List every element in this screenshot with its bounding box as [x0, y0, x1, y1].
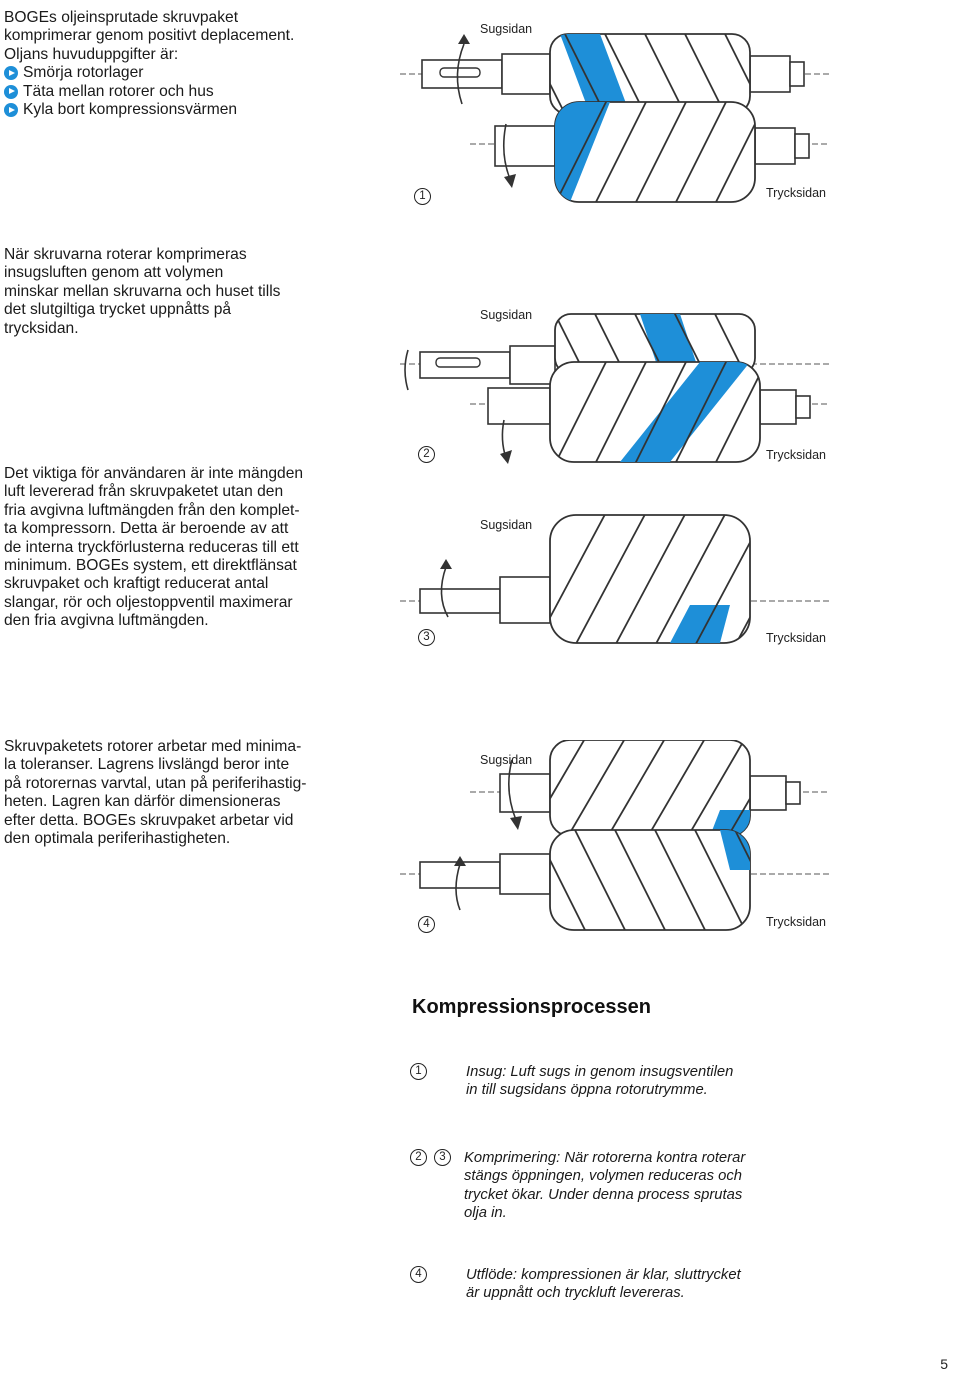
step-number-badge: 3 — [434, 1149, 451, 1166]
step-number-badge: 4 — [410, 1266, 427, 1283]
screw-rotor-figure-1 — [400, 14, 840, 214]
rotation-arrow-icon — [510, 816, 522, 830]
intro-line: BOGEs oljeinsprutade skruvpaket — [4, 9, 239, 26]
suction-side-label: Sugsidan — [480, 308, 533, 322]
rotation-arrow-icon — [454, 856, 466, 866]
page-number: 5 — [940, 1356, 948, 1372]
suction-side-label: Sugsidan — [480, 22, 533, 36]
figure-number-badge: 3 — [418, 629, 435, 646]
blue-arrow-bullet-icon — [4, 103, 18, 117]
suction-side-label: Sugsidan — [480, 518, 533, 532]
section-heading: Kompressionsprocessen — [412, 996, 651, 1018]
oil-tasks-list — [4, 64, 294, 119]
step-compression: Komprimering: När rotorerna kontra roterar stängs öppningen, volymen reduceras och trycket ökar. Under denna process sprutas olja in. — [464, 1150, 746, 1222]
paragraph-free-air-delivery: Det viktiga för användaren är inte mängden luft levererad från skruvpaketet utan den fria avgivna luftmängden från den komplet- ta kompressorn. Detta är beroende av att de interna tryckförlusterna reduceras till ett minimum. BOGEs system, ett direktflänsat skruvpaket och kraftigt reducerat antal slangar, rör och oljestoppventil maximerar den fria avgivna luftmängden. — [4, 465, 304, 630]
screw-rotors-illustration — [400, 740, 840, 940]
figure-number-badge: 2 — [418, 446, 435, 463]
rotation-arrow-icon — [504, 174, 516, 188]
step-intake: Insug: Luft sugs in genom insugsventilen in till sugsidans öppna rotorutrymme. — [466, 1064, 734, 1099]
list-item: Smörja rotorlager — [4, 64, 294, 82]
rotation-arrow-icon — [500, 450, 512, 464]
blue-arrow-bullet-icon — [4, 66, 18, 80]
intro-line: Oljans huvuduppgifter är: — [4, 45, 179, 63]
suction-side-label: Sugsidan — [480, 753, 533, 767]
pressure-side-label: Trycksidan — [766, 915, 826, 929]
list-item: Täta mellan rotorer och hus — [4, 83, 294, 101]
screw-rotor-figure-3 — [400, 505, 840, 655]
screw-rotors-illustration — [400, 14, 840, 214]
screw-rotor-figure-2 — [400, 300, 840, 470]
paragraph-rotor-tolerances: Skruvpaketets rotorer arbetar med minima- la toleranser. Lagrens livslängd beror inte på rotorernas varvtal, utan på periferihastig- heten. Lagren kan därför dimensioneras efter detta. BOGEs skruvpaket arbetar vid den optimala periferihastigheten. — [4, 738, 307, 848]
intro-line: komprimerar genom positivt deplacement. — [4, 27, 295, 45]
screw-rotor-figure-4 — [400, 740, 840, 940]
rotation-arrow-icon — [440, 559, 452, 569]
list-item: Kyla bort kompressionsvärmen — [4, 101, 294, 119]
step-discharge: Utflöde: kompressionen är klar, sluttrycket är uppnått och tryckluft levereras. — [466, 1267, 741, 1302]
pressure-side-label: Trycksidan — [766, 631, 826, 645]
figure-number-badge: 1 — [414, 188, 431, 205]
blue-arrow-bullet-icon — [4, 85, 18, 99]
step-number-badge: 1 — [410, 1063, 427, 1080]
paragraph-compression: När skruvarna roterar komprimeras insugsluften genom att volymen minskar mellan skruvarna och huset tills det slutgiltiga trycket uppnåtts på trycksidan. — [4, 246, 281, 337]
intro-text — [4, 9, 294, 119]
pressure-side-label: Trycksidan — [766, 448, 826, 462]
figure-number-badge: 4 — [418, 916, 435, 933]
step-number-badge: 2 — [410, 1149, 427, 1166]
screw-rotors-illustration — [400, 300, 840, 470]
rotation-arrow-icon — [458, 34, 470, 44]
pressure-side-label: Trycksidan — [766, 186, 826, 200]
